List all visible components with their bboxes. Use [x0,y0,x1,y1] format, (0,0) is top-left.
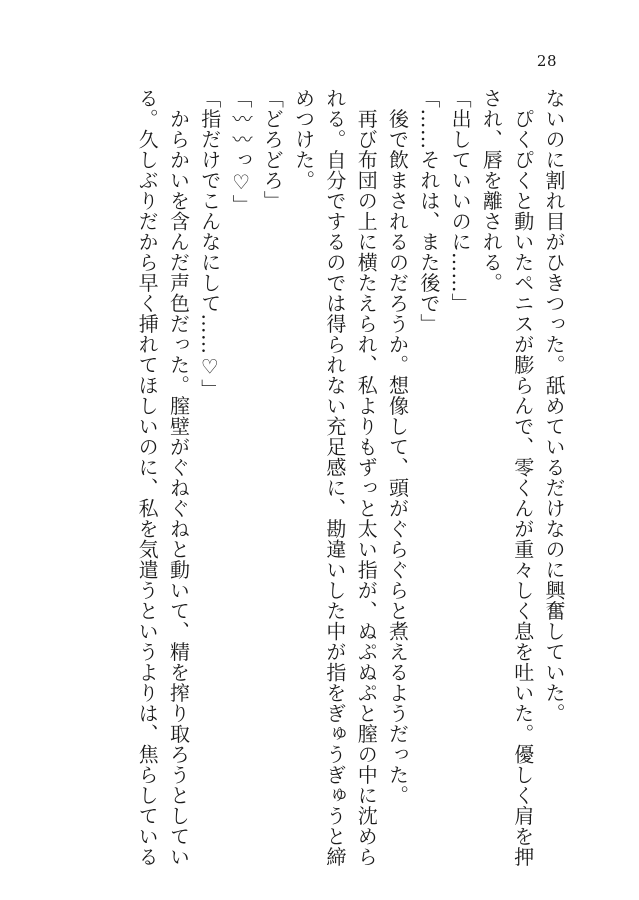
text-line-12: 「指だけでこんなにして……♡」 [197,88,222,400]
text-line-14: る。久しぶりだから早く挿れてほしいのに、私を気遣うというよりは、焦らしている [135,88,160,867]
body-text [131,88,569,867]
text-line-7: 再び布団の上に横たえられ、私よりもずっと太い指が、ぬぷぬぷと膣の中に沈めら [354,88,379,867]
text-line-8: れる。自分でするのでは得られない充足感に、勘違いした中が指をぎゅうぎゅうと締 [322,88,347,867]
text-line-9: めつけた。 [291,88,316,191]
text-line-10: 「どろどろ」 [260,88,285,211]
text-line-13: からかいを含んだ声色だった。膣壁がぐねぐねと動いて、精を搾り取ろうとしてい [166,88,191,867]
text-line-4: 「出していいのに……」 [448,88,473,314]
page-number: 28 [536,52,557,70]
text-line-6: 後で飲まされるのだろうか。想像して、頭がぐらぐらと煮えるようだった。 [385,88,410,806]
text-line-1: ないのに割れ目がひきつった。舐めているだけなのに興奮していた。 [542,88,566,724]
text-line-5: 「……それは、また後で」 [416,88,441,334]
text-line-3: され、唇を離される。 [479,88,504,293]
text-line-11: 「〰〰っ♡」 [229,88,254,215]
text-line-2: ぴくぴくと動いたペニスが膨らんで、零くんが重々しく息を吐いた。優しく肩を押 [510,88,535,867]
